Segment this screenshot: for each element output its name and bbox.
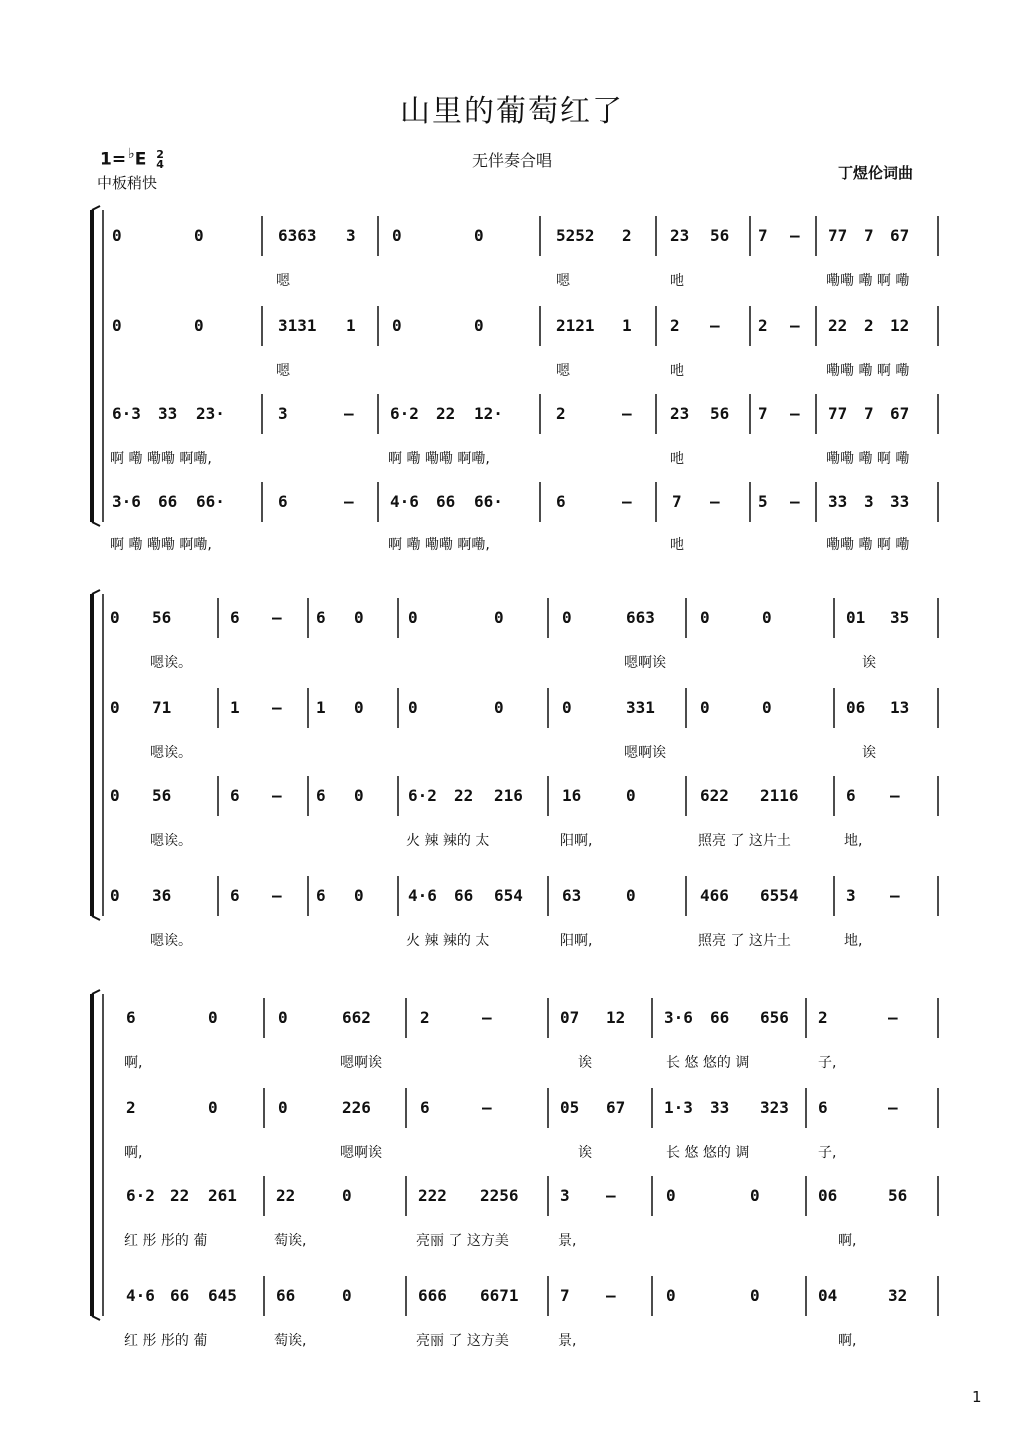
note: 77 bbox=[828, 226, 848, 245]
note: – bbox=[272, 786, 282, 805]
lyric: 啊 嘞 嘞嘞 啊嘞, bbox=[110, 537, 212, 553]
lyric: 诶 bbox=[862, 655, 876, 671]
note: 23 bbox=[670, 404, 690, 423]
note: 662 bbox=[342, 1008, 371, 1027]
note: 67 bbox=[890, 404, 910, 423]
note: 0 bbox=[208, 1008, 218, 1027]
note: 0 bbox=[494, 608, 504, 627]
note: 0 bbox=[626, 886, 636, 905]
note: – bbox=[888, 1008, 898, 1027]
note: 226 bbox=[342, 1098, 371, 1117]
note: 222 bbox=[418, 1186, 447, 1205]
note: 33 bbox=[828, 492, 848, 511]
note: 22 bbox=[276, 1186, 296, 1205]
note: 0 bbox=[474, 316, 484, 335]
note: 0 bbox=[112, 316, 122, 335]
note: – bbox=[890, 786, 900, 805]
lyric: 阳啊, bbox=[560, 833, 593, 849]
lyric: 景, bbox=[558, 1233, 577, 1249]
lyric: 嗯诶。 bbox=[150, 833, 192, 849]
note: 6 bbox=[316, 608, 326, 627]
note: – bbox=[606, 1286, 616, 1305]
note: 0 bbox=[194, 316, 204, 335]
note: 2 bbox=[556, 404, 566, 423]
note: 6·2 bbox=[126, 1186, 155, 1205]
lyric: 景, bbox=[558, 1333, 577, 1349]
note: 4·6 bbox=[126, 1286, 155, 1305]
note: 22 bbox=[436, 404, 456, 423]
note: 66· bbox=[196, 492, 225, 511]
note: 6 bbox=[316, 786, 326, 805]
note: – bbox=[710, 316, 720, 335]
note: 2116 bbox=[760, 786, 799, 805]
note: – bbox=[272, 698, 282, 717]
lyric: 啊 嘞 嘞嘞 啊嘞, bbox=[388, 451, 490, 467]
note: – bbox=[622, 404, 632, 423]
note: 0 bbox=[408, 698, 418, 717]
note: 0 bbox=[208, 1098, 218, 1117]
lyric: 亮丽 了 这方美 bbox=[416, 1233, 509, 1249]
lyric: 地, bbox=[844, 833, 863, 849]
note: 466 bbox=[700, 886, 729, 905]
note: – bbox=[790, 226, 800, 245]
note: 6 bbox=[126, 1008, 136, 1027]
time-bottom: 4 bbox=[156, 157, 164, 171]
lyric: 嗯啊诶 bbox=[340, 1055, 382, 1071]
note: – bbox=[790, 316, 800, 335]
note: – bbox=[272, 608, 282, 627]
note: 6·2 bbox=[408, 786, 437, 805]
lyric: 阳啊, bbox=[560, 933, 593, 949]
note: 2 bbox=[818, 1008, 828, 1027]
note: 4·6 bbox=[390, 492, 419, 511]
note: 0 bbox=[700, 698, 710, 717]
note: 66 bbox=[436, 492, 456, 511]
note: 0 bbox=[194, 226, 204, 245]
note: – bbox=[344, 404, 354, 423]
note: 7 bbox=[758, 404, 768, 423]
lyric: 子, bbox=[818, 1055, 837, 1071]
lyric: 吔 bbox=[670, 363, 684, 379]
lyric: 长 悠 悠的 调 bbox=[666, 1145, 750, 1161]
note: 22 bbox=[828, 316, 848, 335]
note: 06 bbox=[818, 1186, 838, 1205]
note: 04 bbox=[818, 1286, 838, 1305]
note: 0 bbox=[110, 786, 120, 805]
note: – bbox=[606, 1186, 616, 1205]
note: 6 bbox=[230, 608, 240, 627]
flat-sign: ♭ bbox=[128, 146, 135, 162]
lyric: 嗯 bbox=[556, 273, 570, 289]
note: 67 bbox=[606, 1098, 626, 1117]
lyric: 啊 嘞 嘞嘞 啊嘞, bbox=[110, 451, 212, 467]
note: 0 bbox=[762, 608, 772, 627]
note: 23 bbox=[670, 226, 690, 245]
note: – bbox=[272, 886, 282, 905]
note: 66 bbox=[158, 492, 178, 511]
note: 22 bbox=[170, 1186, 190, 1205]
lyric: 诶 bbox=[578, 1145, 592, 1161]
note: 0 bbox=[278, 1098, 288, 1117]
note: 66 bbox=[170, 1286, 190, 1305]
lyric: 嗯 bbox=[556, 363, 570, 379]
note: 56 bbox=[152, 608, 172, 627]
note: 3 bbox=[846, 886, 856, 905]
note: 3 bbox=[560, 1186, 570, 1205]
note: 1 bbox=[622, 316, 632, 335]
note: – bbox=[890, 886, 900, 905]
note: 6·2 bbox=[390, 404, 419, 423]
note: 33 bbox=[158, 404, 178, 423]
note: 1 bbox=[230, 698, 240, 717]
lyric: 嗯 bbox=[276, 273, 290, 289]
note: 0 bbox=[750, 1286, 760, 1305]
note: 66 bbox=[276, 1286, 296, 1305]
note: 2 bbox=[670, 316, 680, 335]
note: 77 bbox=[828, 404, 848, 423]
note: 6·3 bbox=[112, 404, 141, 423]
bracket-hook bbox=[92, 990, 100, 994]
note: 71 bbox=[152, 698, 172, 717]
composer-credit: 丁煜伦词曲 bbox=[838, 164, 914, 182]
note: 0 bbox=[762, 698, 772, 717]
lyric: 照亮 了 这片土 bbox=[698, 833, 791, 849]
note: 0 bbox=[392, 226, 402, 245]
note: 63 bbox=[562, 886, 582, 905]
note: 6363 bbox=[278, 226, 317, 245]
lyric: 嗯啊诶 bbox=[624, 745, 666, 761]
note: 3·6 bbox=[112, 492, 141, 511]
note: 0 bbox=[354, 698, 364, 717]
note: 0 bbox=[626, 786, 636, 805]
note: 0 bbox=[110, 886, 120, 905]
note: 1 bbox=[316, 698, 326, 717]
note: 36 bbox=[152, 886, 172, 905]
lyric: 长 悠 悠的 调 bbox=[666, 1055, 750, 1071]
note: 56 bbox=[710, 226, 730, 245]
note: 12 bbox=[606, 1008, 626, 1027]
lyric: 照亮 了 这片土 bbox=[698, 933, 791, 949]
note: 56 bbox=[888, 1186, 908, 1205]
lyric: 嗯啊诶 bbox=[340, 1145, 382, 1161]
note: 331 bbox=[626, 698, 655, 717]
note: 2 bbox=[622, 226, 632, 245]
lyric: 嗯诶。 bbox=[150, 933, 192, 949]
note: 261 bbox=[208, 1186, 237, 1205]
note: 0 bbox=[562, 698, 572, 717]
note: 654 bbox=[494, 886, 523, 905]
note: – bbox=[482, 1098, 492, 1117]
lyric: 嘞嘞 嘞 啊 嘞 bbox=[826, 273, 910, 289]
note: 2121 bbox=[556, 316, 595, 335]
note: 56 bbox=[710, 404, 730, 423]
note: 2 bbox=[420, 1008, 430, 1027]
note: 7 bbox=[672, 492, 682, 511]
note: 0 bbox=[342, 1186, 352, 1205]
key-prefix: 1= bbox=[100, 149, 127, 170]
lyric: 子, bbox=[818, 1145, 837, 1161]
note: 0 bbox=[562, 608, 572, 627]
note: 2 bbox=[126, 1098, 136, 1117]
note: 7 bbox=[864, 226, 874, 245]
subtitle: 无伴奏合唱 bbox=[471, 151, 552, 170]
lyric: 红 彤 彤的 葡 bbox=[124, 1233, 208, 1249]
note: 2256 bbox=[480, 1186, 519, 1205]
note: 656 bbox=[760, 1008, 789, 1027]
note: 3131 bbox=[278, 316, 317, 335]
note: 22 bbox=[454, 786, 474, 805]
note: 0 bbox=[666, 1286, 676, 1305]
note: 66 bbox=[454, 886, 474, 905]
note: – bbox=[344, 492, 354, 511]
lyric: 嗯诶。 bbox=[150, 655, 192, 671]
tempo-marking: 中板稍快 bbox=[97, 174, 158, 192]
lyric: 红 彤 彤的 葡 bbox=[124, 1333, 208, 1349]
bracket-hook bbox=[92, 206, 100, 210]
note: 16 bbox=[562, 786, 582, 805]
lyric: 亮丽 了 这方美 bbox=[416, 1333, 509, 1349]
lyric: 嘞嘞 嘞 啊 嘞 bbox=[826, 363, 910, 379]
note: 23· bbox=[196, 404, 225, 423]
lyric: 嗯 bbox=[276, 363, 290, 379]
note: 645 bbox=[208, 1286, 237, 1305]
lyric: 吔 bbox=[670, 537, 684, 553]
note: 0 bbox=[278, 1008, 288, 1027]
note: 1·3 bbox=[664, 1098, 693, 1117]
note: 216 bbox=[494, 786, 523, 805]
note: 32 bbox=[888, 1286, 908, 1305]
note: 0 bbox=[666, 1186, 676, 1205]
note: 7 bbox=[758, 226, 768, 245]
note: 6 bbox=[818, 1098, 828, 1117]
lyric: 嗯啊诶 bbox=[624, 655, 666, 671]
note: 0 bbox=[354, 786, 364, 805]
note: – bbox=[622, 492, 632, 511]
bracket-hook bbox=[92, 590, 100, 594]
lyric: 吔 bbox=[670, 273, 684, 289]
lyric: 嘞嘞 嘞 啊 嘞 bbox=[826, 537, 910, 553]
note: 07 bbox=[560, 1008, 580, 1027]
lyric: 地, bbox=[844, 933, 863, 949]
lyric: 诶 bbox=[578, 1055, 592, 1071]
note: 663 bbox=[626, 608, 655, 627]
note: 5252 bbox=[556, 226, 595, 245]
lyric: 啊 嘞 嘞嘞 啊嘞, bbox=[388, 537, 490, 553]
note: 0 bbox=[112, 226, 122, 245]
lyric: 啊, bbox=[124, 1145, 143, 1161]
note: 33 bbox=[710, 1098, 730, 1117]
note: 6 bbox=[230, 886, 240, 905]
note: 0 bbox=[392, 316, 402, 335]
note: 66 bbox=[710, 1008, 730, 1027]
note: 6554 bbox=[760, 886, 799, 905]
note: 12· bbox=[474, 404, 503, 423]
note: 3·6 bbox=[664, 1008, 693, 1027]
lyric: 嘞嘞 嘞 啊 嘞 bbox=[826, 451, 910, 467]
note: 33 bbox=[890, 492, 910, 511]
note: 3 bbox=[346, 226, 356, 245]
note: – bbox=[790, 404, 800, 423]
bracket-hook bbox=[92, 1316, 100, 1320]
lyric: 啊, bbox=[124, 1055, 143, 1071]
lyric: 诶 bbox=[862, 745, 876, 761]
note: 6 bbox=[278, 492, 288, 511]
note: 67 bbox=[890, 226, 910, 245]
note: 666 bbox=[418, 1286, 447, 1305]
note: 0 bbox=[354, 886, 364, 905]
note: 6 bbox=[556, 492, 566, 511]
note: 13 bbox=[890, 698, 910, 717]
note: 7 bbox=[864, 404, 874, 423]
note: 35 bbox=[890, 608, 910, 627]
note: 0 bbox=[342, 1286, 352, 1305]
lyric: 嗯诶。 bbox=[150, 745, 192, 761]
note: 323 bbox=[760, 1098, 789, 1117]
note: 1 bbox=[346, 316, 356, 335]
note: 2 bbox=[864, 316, 874, 335]
note: 6 bbox=[316, 886, 326, 905]
note: – bbox=[888, 1098, 898, 1117]
note: 0 bbox=[110, 698, 120, 717]
lyric: 火 辣 辣的 太 bbox=[406, 933, 490, 949]
note: 05 bbox=[560, 1098, 580, 1117]
lyric: 萄诶, bbox=[274, 1233, 307, 1249]
lyric: 啊, bbox=[838, 1233, 857, 1249]
time-top: 2 bbox=[156, 147, 164, 161]
lyric: 萄诶, bbox=[274, 1333, 307, 1349]
note: 7 bbox=[560, 1286, 570, 1305]
note: 0 bbox=[110, 608, 120, 627]
note: 0 bbox=[354, 608, 364, 627]
lyric: 吔 bbox=[670, 451, 684, 467]
note: 622 bbox=[700, 786, 729, 805]
note: 56 bbox=[152, 786, 172, 805]
song-title: 山里的葡萄红了 bbox=[400, 94, 624, 129]
page-number: 1 bbox=[972, 1388, 982, 1406]
key-letter: E bbox=[134, 149, 147, 170]
note: 6 bbox=[420, 1098, 430, 1117]
note: 12 bbox=[890, 316, 910, 335]
note: 0 bbox=[700, 608, 710, 627]
note: 2 bbox=[758, 316, 768, 335]
note: 5 bbox=[758, 492, 768, 511]
note: 01 bbox=[846, 608, 866, 627]
note: 0 bbox=[474, 226, 484, 245]
lyric: 啊, bbox=[838, 1333, 857, 1349]
lyric: 火 辣 辣的 太 bbox=[406, 833, 490, 849]
bracket-hook bbox=[92, 522, 100, 526]
note: – bbox=[710, 492, 720, 511]
note: 4·6 bbox=[408, 886, 437, 905]
note: 06 bbox=[846, 698, 866, 717]
note: 6 bbox=[230, 786, 240, 805]
note: – bbox=[790, 492, 800, 511]
note: 3 bbox=[864, 492, 874, 511]
bracket-hook bbox=[92, 916, 100, 920]
note: 6671 bbox=[480, 1286, 519, 1305]
note: 0 bbox=[750, 1186, 760, 1205]
note: – bbox=[482, 1008, 492, 1027]
note: 0 bbox=[408, 608, 418, 627]
note: 66· bbox=[474, 492, 503, 511]
note: 3 bbox=[278, 404, 288, 423]
note: 0 bbox=[494, 698, 504, 717]
note: 6 bbox=[846, 786, 856, 805]
